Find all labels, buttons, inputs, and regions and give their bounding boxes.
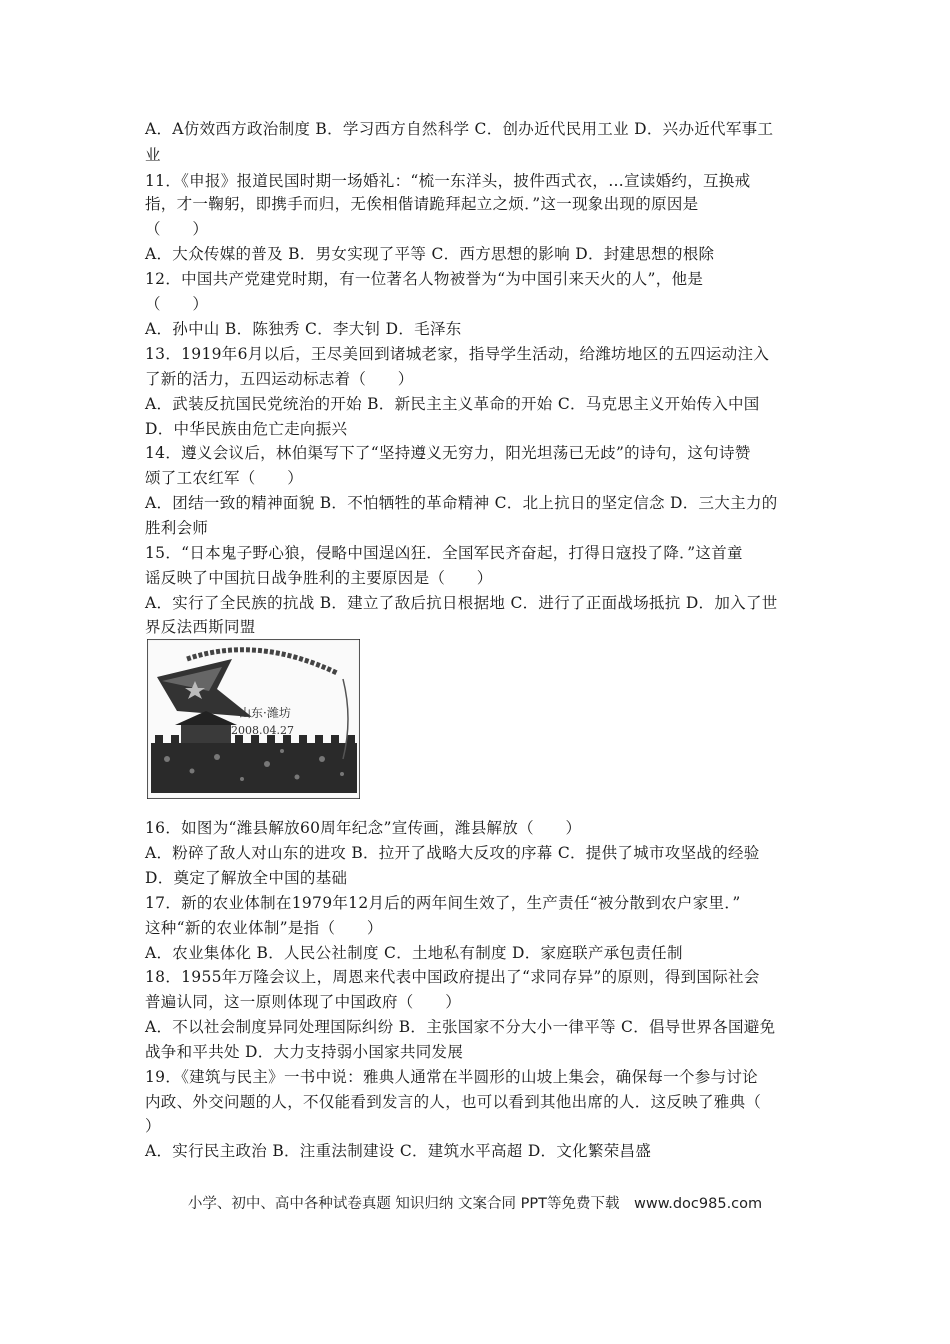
q13-stem-line1: 13．1919年6月以后，王尽美回到诸城老家，指导学生活动，给潍坊地区的五四运动注入: [145, 345, 770, 363]
q11-stem-line2: 指，才一鞠躬，即携手而归，无俟相偕请跪拜起立之烦．”这一现象出现的原因是: [145, 195, 699, 213]
q11-options: A．大众传媒的普及 B．男女实现了平等 C．西方思想的影响 D．封建思想的根除: [145, 245, 715, 263]
q11-stem-line1: 11．《申报》报道民国时期一场婚礼：“梳一东洋头，披件西式衣，…宣读婚约，互换戒: [145, 172, 751, 190]
q11-bracket: （ ）: [145, 220, 209, 238]
q16-options-line2: D．奠定了解放全中国的基础: [145, 869, 348, 887]
q15-options-line1: A．实行了全民族的抗战 B．建立了敌后抗日根据地 C．进行了正面战场抵抗 D．加入了世: [145, 594, 778, 612]
q13-options-line2: D．中华民族由危亡走向振兴: [145, 420, 348, 438]
q18-options-line1: A．不以社会制度异同处理国际纠纷 B．主张国家不分大小一律平等 C．倡导世界各国避免: [145, 1018, 776, 1036]
page-footer: 小学、初中、高中各种试卷真题 知识归纳 文案合同 PPT等免费下载 www.doc985.com: [187, 1196, 763, 1212]
q14-stem-line1: 14．遵义会议后，林伯渠写下了“坚持遵义无穷力，阳光坦荡已无歧”的诗句，这句诗赞: [145, 444, 751, 462]
q10-options-line1: A．A仿效西方政治制度 B．学习西方自然科学 C．创办近代民用工业 D．兴办近代军事工: [145, 120, 774, 138]
q18-stem-line1: 18．1955年万隆会议上，周恩来代表中国政府提出了“求同存异”的原则，得到国际社会: [145, 968, 760, 986]
q13-options-line1: A．武装反抗国民党统治的开始 B．新民主主义革命的开始 C．马克思主义开始传入中国: [145, 395, 760, 413]
q12-bracket: （ ）: [145, 295, 209, 313]
q15-stem-line1: 15．“日本鬼子野心狼，侵略中国逞凶狂．全国军民齐奋起，打得日寇投了降．”这首童: [145, 544, 743, 562]
q19-stem-line2: 内政、外交问题的人，不仅能看到发言的人，也可以看到其他出席的人．这反映了雅典（: [145, 1093, 762, 1111]
q17-stem-line2: 这种“新的农业体制”是指（ ）: [145, 919, 383, 937]
q19-stem-line3: ）: [145, 1117, 161, 1135]
q12-stem: 12．中国共产党建党时期，有一位著名人物被誉为“为中国引来天火的人”，他是: [145, 270, 704, 288]
q17-stem-line1: 17．新的农业体制在1979年12月后的两年间生效了，生产责任“被分散到农户家里．”: [145, 894, 741, 912]
stamp-place-label: 山东·潍坊: [239, 706, 291, 720]
q16-stem: 16．如图为“潍县解放60周年纪念”宣传画，潍县解放（ ）: [145, 819, 582, 837]
q10-options-line2: 业: [145, 146, 161, 164]
q16-options-line1: A．粉碎了敌人对山东的进攻 B．拉开了战略大反攻的序幕 C．提供了城市攻坚战的经验: [145, 844, 760, 862]
q14-options-line1: A．团结一致的精神面貌 B．不怕牺牲的革命精神 C．北上抗日的坚定信念 D．三大主力的: [145, 494, 778, 512]
q18-options-line2: 战争和平共处 D．大力支持弱小国家共同发展: [145, 1043, 464, 1061]
q12-options: A．孙中山 B．陈独秀 C．李大钊 D．毛泽东: [145, 320, 462, 338]
q14-stem-line2: 颂了工农红军（ ）: [145, 469, 304, 487]
q15-options-line2: 界反法西斯同盟: [145, 618, 256, 636]
q18-stem-line2: 普遍认同，这一原则体现了中国政府（ ）: [145, 993, 462, 1011]
q17-options: A．农业集体化 B．人民公社制度 C．土地私有制度 D．家庭联产承包责任制: [145, 944, 683, 962]
q19-stem-line1: 19．《建筑与民主》一书中说：雅典人通常在半圆形的山坡上集会，确保每一个参与讨论: [145, 1068, 758, 1086]
stamp-date-label: 2008.04.27: [231, 724, 294, 737]
q13-stem-line2: 了新的活力，五四运动标志着（ ）: [145, 370, 414, 388]
q15-stem-line2: 谣反映了中国抗日战争胜利的主要原因是（ ）: [145, 569, 493, 587]
weixian-liberation-poster-image: [147, 639, 360, 799]
q14-options-line2: 胜利会师: [145, 519, 209, 537]
q19-options: A．实行民主政治 B．注重法制建设 C．建筑水平高超 D．文化繁荣昌盛: [145, 1142, 652, 1160]
